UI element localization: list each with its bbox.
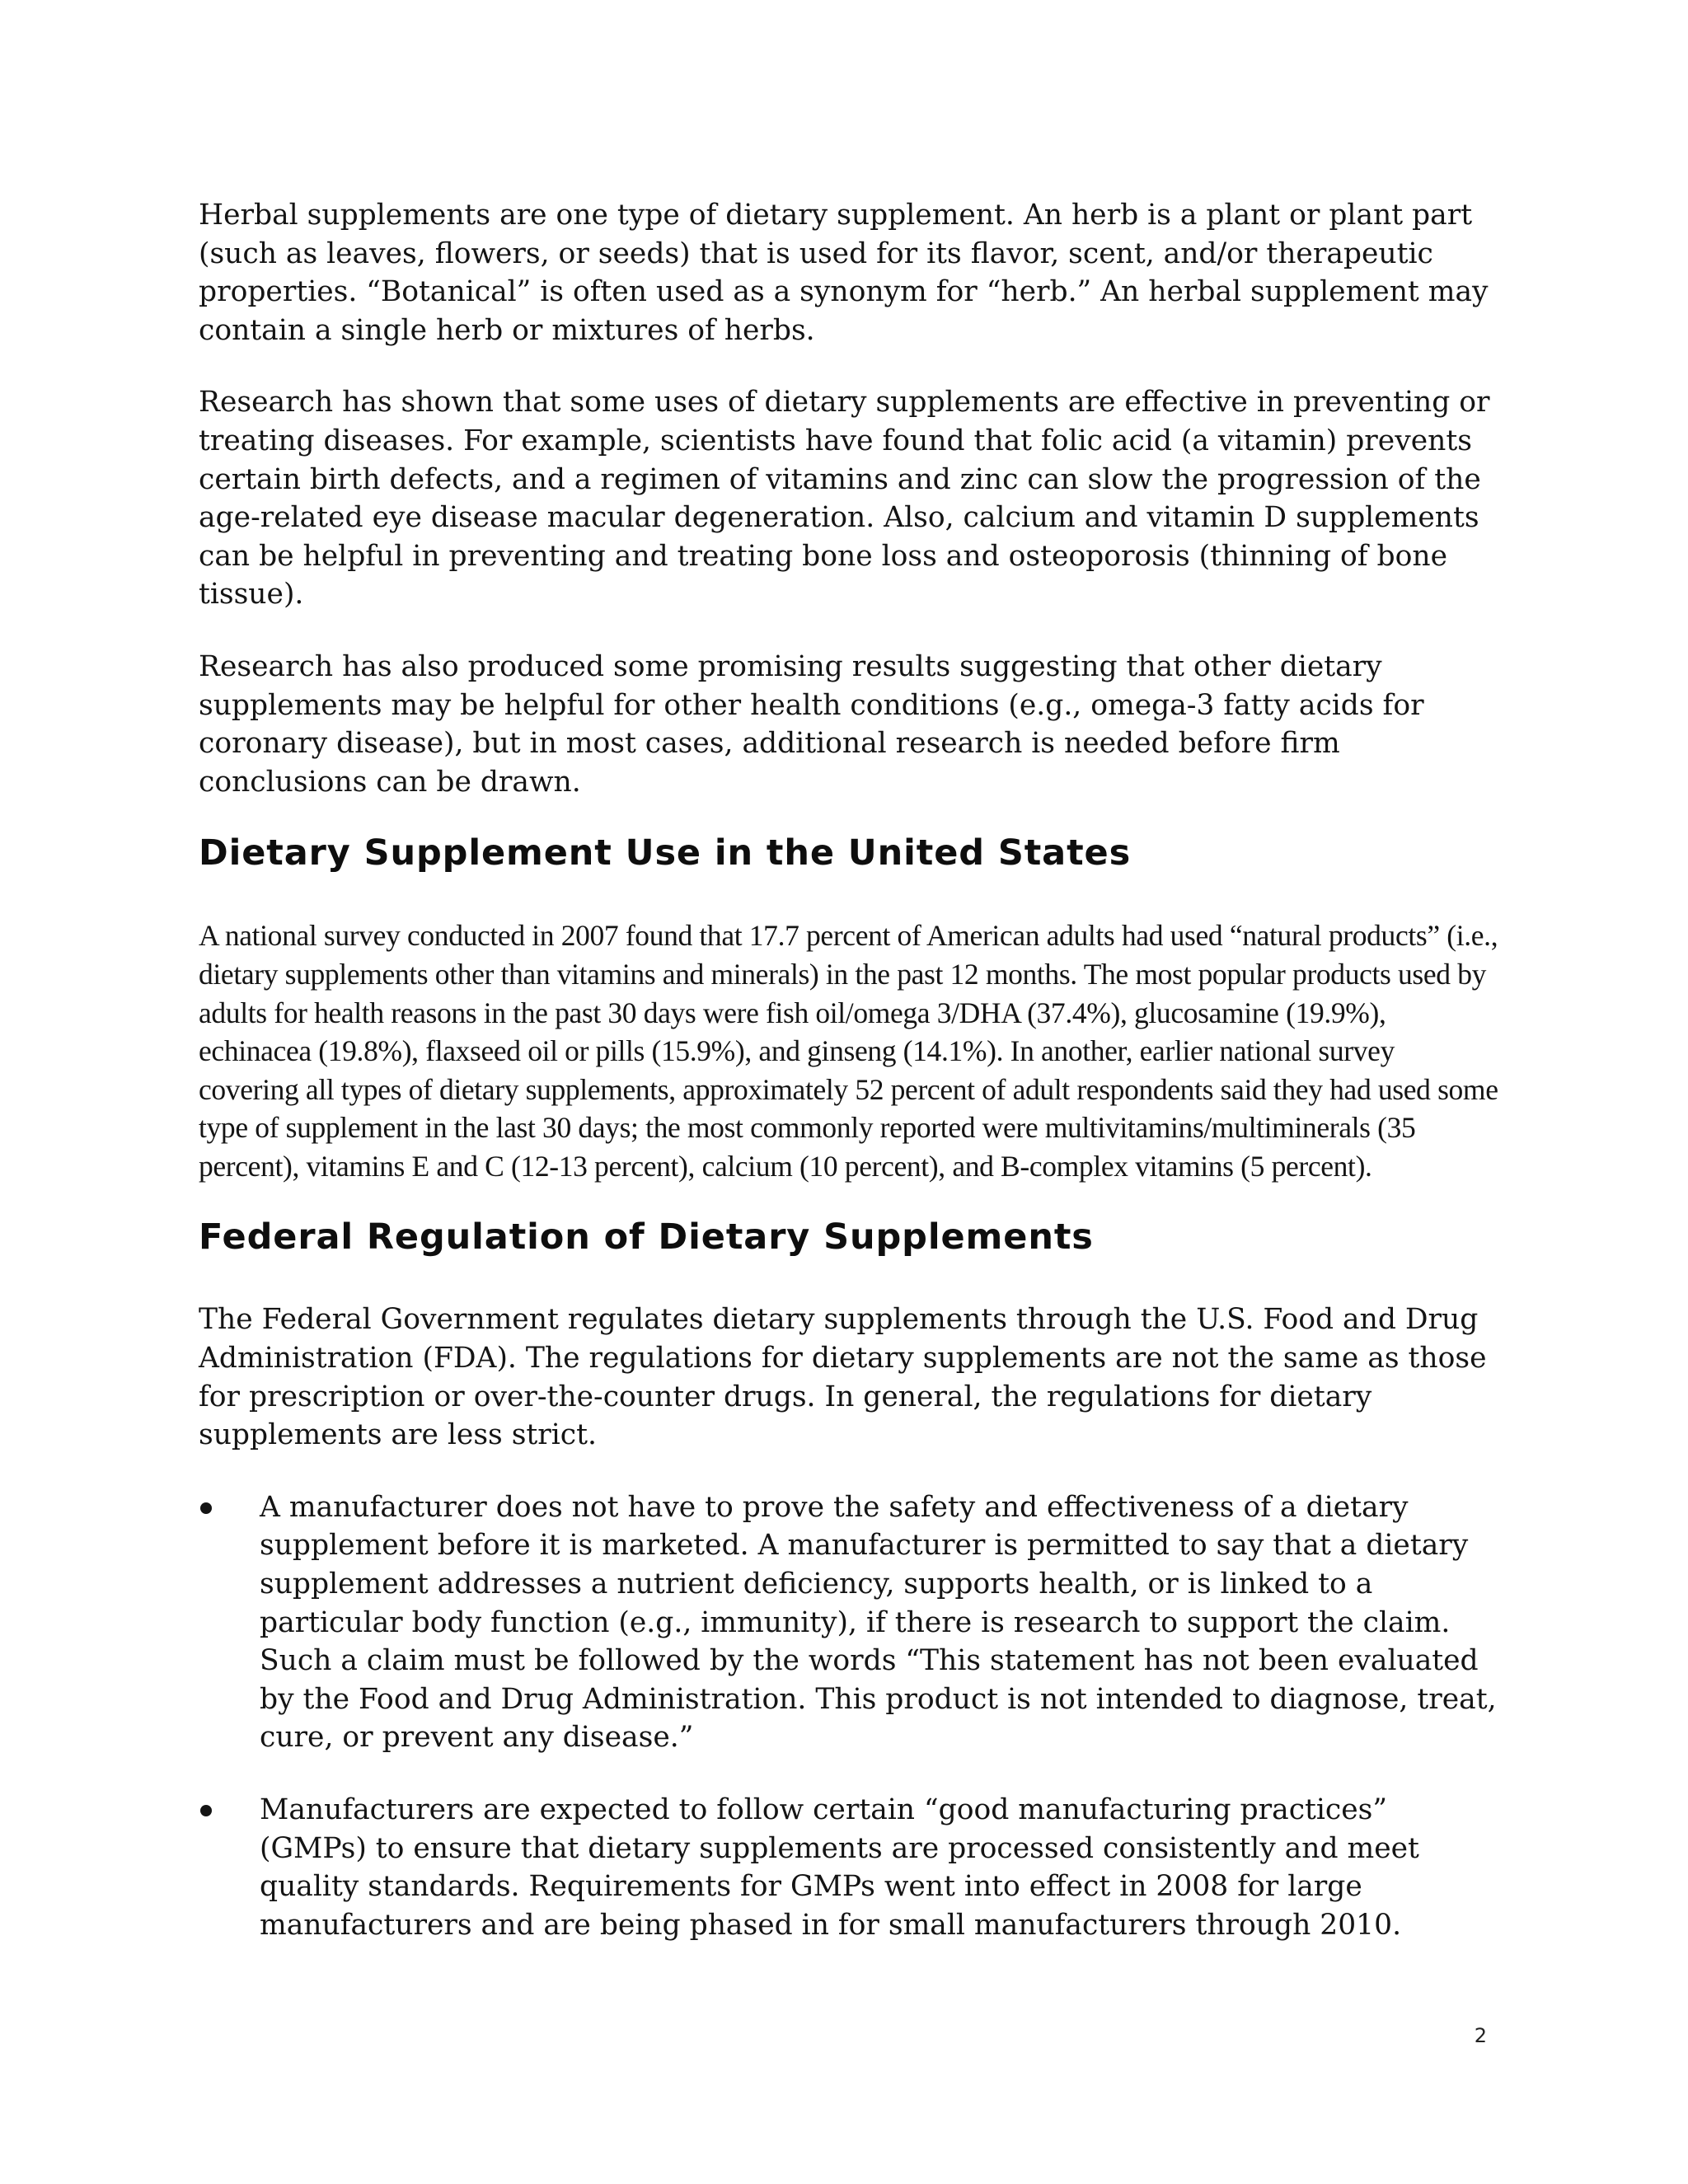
bullet-icon bbox=[200, 1502, 212, 1514]
paragraph-national-survey: A national survey conducted in 2007 found that 17.7 percent of American adults had used “natural products” (i.e., dietary supplements other than vitamins and minerals) in the past 12 months. The most popular products used by adults for health reasons in the past 30 days were fish oil/omega 3/DHA (37.4%), glucosamine (19.9%), echinacea (19.8%), flaxseed oil or pills (15.9%), and ginseng (14.1%). In another, earlier national survey covering all types of dietary supplements, approximately 52 percent of adult respondents said they had used some type of supplement in the last 30 days; the most commonly reported were multivitamins/multiminerals (35 percent), vitamins E and C (12-13 percent), calcium (10 percent), and B-complex vitamins (5 percent). bbox=[199, 919, 1498, 1183]
heading-federal-regulation: Federal Regulation of Dietary Supplements bbox=[199, 1216, 1094, 1258]
bullet-text-manufacturer-proof: A manufacturer does not have to prove the safety and effectiveness of a dietary supplement before it is marketed. A manufacturer is permitted to say that a dietary supplement addresses a nutrient deficiency, supports health, or is linked to a particular body function (e.g., immunity), if there is research to support the claim. Such a claim must be followed by the words “This statement has not been evaluated by the Food and Drug Administration. This product is not intended to diagnose, treat, cure, or prevent any disease.” bbox=[260, 1490, 1497, 1755]
bullet-icon bbox=[200, 1805, 212, 1816]
page-content bbox=[199, 196, 1501, 1978]
heading-supplement-use: Dietary Supplement Use in the United States bbox=[199, 832, 1132, 874]
paragraph-research-effective: Research has shown that some uses of dietary supplements are effective in preventing or treating diseases. For example, scientists have found that folic acid (a vitamin) prevents certain birth defects, and a regimen of vitamins and zinc can slow the progression of the age-related eye disease macular degeneration. Also, calcium and vitamin D supplements can be helpful in preventing and treating bone loss and osteoporosis (thinning of bone tissue). bbox=[199, 386, 1490, 612]
list-item bbox=[199, 1488, 1501, 1757]
paragraph-research-promising: Research has also produced some promising results suggesting that other dietary supplements may be helpful for other health conditions (e.g., omega-3 fatty acids for coronary disease), but in most cases, additional research is needed before firm conclusions can be drawn. bbox=[199, 649, 1424, 799]
bullet-text-gmp: Manufacturers are expected to follow certain “good manufacturing practices” (GMPs) to ensure that dietary supplements are processed consistently and meet quality standards. Requirements for GMPs went into effect in 2008 for large manufacturers and are being phased in for small manufacturers through 2010. bbox=[260, 1793, 1419, 1942]
paragraph-fda-regulation: The Federal Government regulates dietary supplements through the U.S. Food and Drug Administration (FDA). The regulations for dietary supplements are not the same as those for prescription or over-the-counter drugs. In general, the regulations for dietary supplements are less strict. bbox=[199, 1303, 1487, 1452]
paragraph-herbal-supplements: Herbal supplements are one type of dietary supplement. An herb is a plant or plant part (such as leaves, flowers, or seeds) that is used for its flavor, scent, and/or therapeutic properties. “Botanical” is often used as a synonym for “herb.” An herbal supplement may contain a single herb or mixtures of herbs. bbox=[199, 199, 1489, 347]
regulation-bullet-list bbox=[199, 1488, 1501, 1945]
page-number: 2 bbox=[1474, 2024, 1487, 2047]
list-item bbox=[199, 1791, 1501, 1944]
